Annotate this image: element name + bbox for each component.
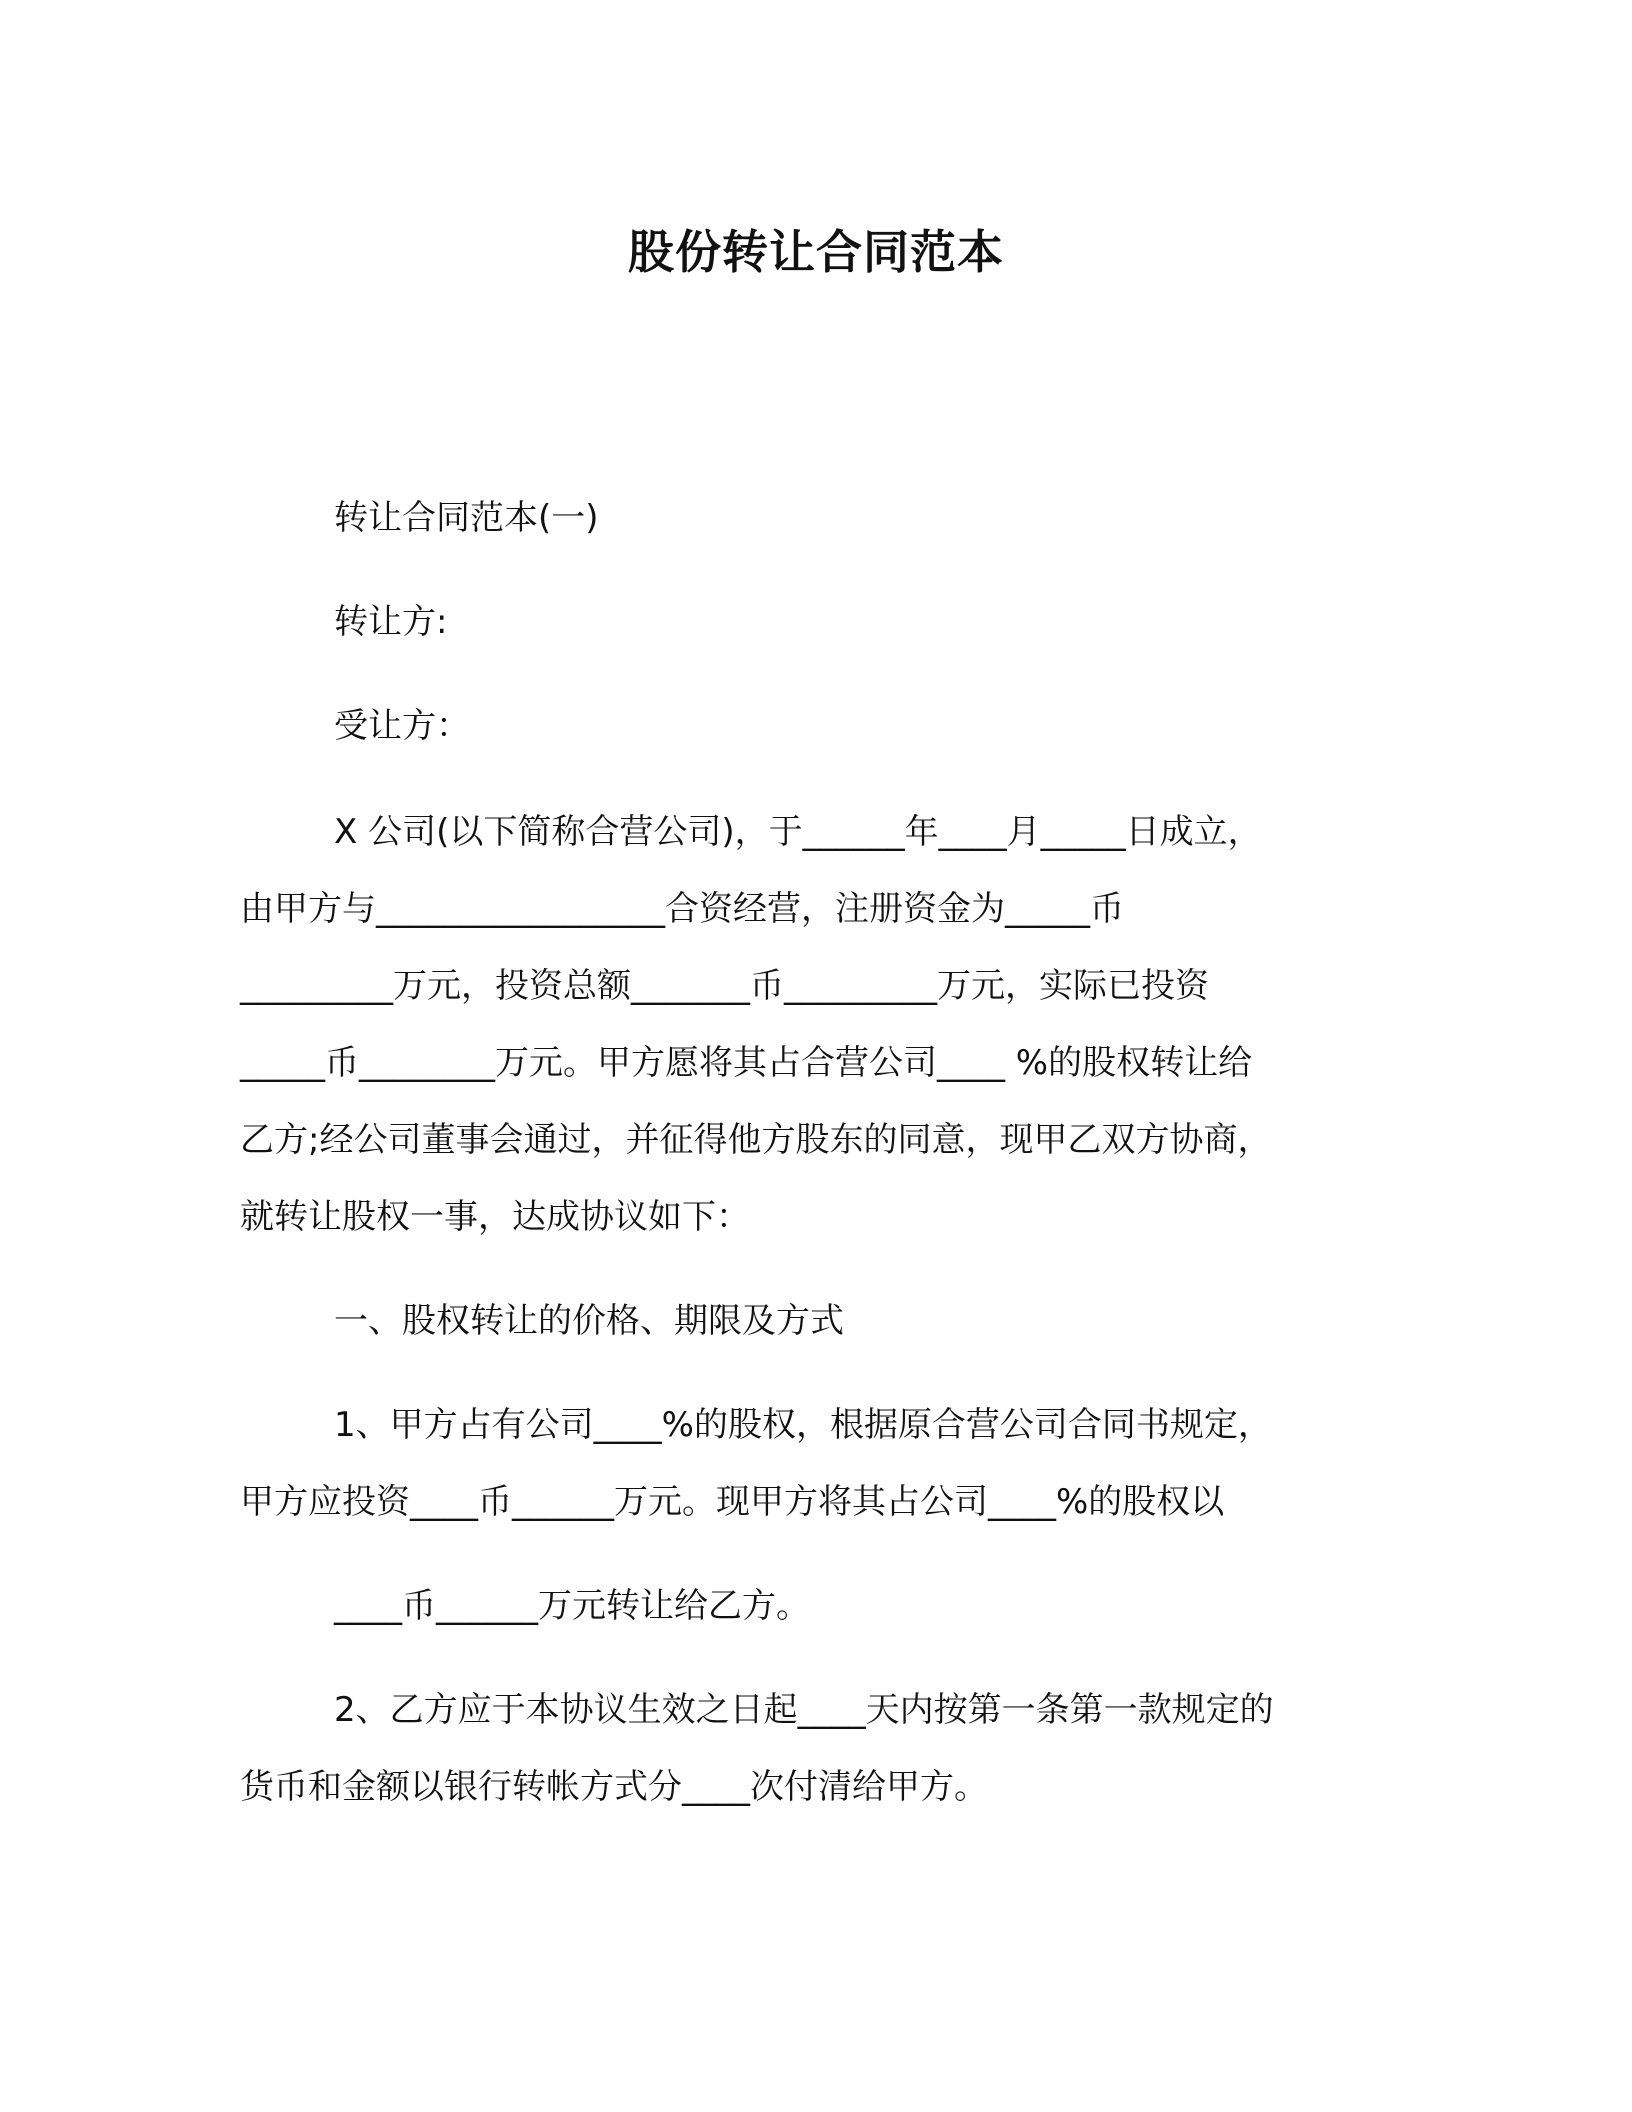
- document-title: 股份转让合同范本: [628, 225, 1004, 279]
- text-line: 1、甲方占有公司____%的股权，根据原合营公司合同书规定，: [334, 1405, 1272, 1445]
- text-line: 受让方：: [334, 706, 470, 746]
- paragraph-transferee: [240, 688, 1390, 765]
- paragraph-clause-1-cont: [240, 1568, 1390, 1645]
- text-line: 由甲方与_________________合资经营，注册资金为_____币: [240, 889, 1124, 929]
- text-line: 转让合同范本(一): [334, 498, 599, 538]
- text-line: ____币______万元转让给乙方。: [334, 1586, 810, 1626]
- paragraph-subtitle: [240, 480, 1390, 557]
- paragraph-preamble: [240, 794, 1390, 1256]
- text-line: 一、股权转让的价格、期限及方式: [334, 1301, 844, 1341]
- paragraph-clause-2: [240, 1672, 1390, 1826]
- text-line: 转让方:: [334, 602, 448, 642]
- section-1-heading: [240, 1283, 1390, 1360]
- paragraph-transferor: [240, 584, 1390, 661]
- text-line: 甲方应投资____币______万元。现甲方将其占公司____%的股权以: [240, 1482, 1225, 1522]
- text-line: _____币________万元。甲方愿将其占合营公司____ %的股权转让给: [240, 1043, 1253, 1083]
- text-line: _________万元，投资总额_______币_________万元，实际已投资: [240, 966, 1209, 1006]
- text-line: 就转让股权一事，达成协议如下：: [240, 1197, 750, 1237]
- text-line: 2、乙方应于本协议生效之日起____天内按第一条第一款规定的: [334, 1690, 1274, 1730]
- preamble-block: [240, 794, 1390, 1853]
- paragraph-clause-1: [240, 1387, 1390, 1541]
- document-body: [240, 480, 1390, 792]
- text-line: X 公司(以下简称合营公司)，于______年____月_____日成立，: [334, 812, 1262, 852]
- text-line: 货币和金额以银行转帐方式分____次付清给甲方。: [240, 1767, 988, 1807]
- text-line: 乙方;经公司董事会通过，并征得他方股东的同意，现甲乙双方协商，: [240, 1120, 1272, 1160]
